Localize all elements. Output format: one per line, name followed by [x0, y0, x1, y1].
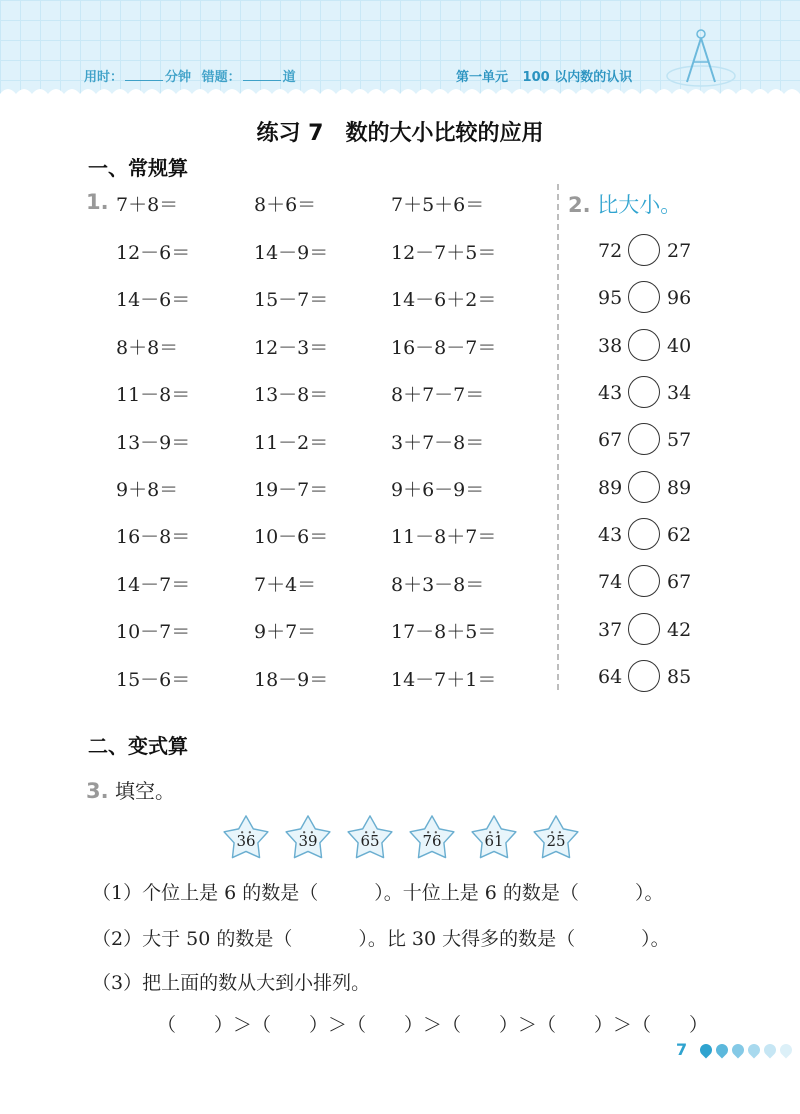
right-number: 57 [667, 429, 692, 451]
compare-circle[interactable] [628, 613, 660, 645]
count-label: 道 [282, 70, 296, 85]
equation-col1-3[interactable]: 14－6＝ [116, 289, 191, 311]
dashed-divider [557, 184, 559, 690]
time-error-fields [84, 66, 296, 85]
section-heading-routine: 一、常规算 [88, 156, 188, 180]
equation-col3-1[interactable]: 7＋5＋6＝ [391, 194, 485, 216]
compare-circle[interactable] [628, 329, 660, 361]
right-number: 85 [667, 666, 692, 688]
left-number: 72 [598, 240, 623, 262]
compare-circle[interactable] [628, 376, 660, 408]
page-title: 练习 7 数的大小比较的应用 [256, 121, 544, 146]
unit-heading [456, 66, 632, 85]
q3-num: 3. [86, 779, 109, 803]
q1-number [86, 190, 109, 214]
q3-line2-part-b: ）。比 30 大得多的数是（ [358, 928, 576, 950]
q3-line2-part-c: ）。 [641, 928, 670, 950]
q2-text: 比大小。 [597, 193, 682, 217]
equation-col1-4[interactable]: 8＋8＝ [116, 337, 179, 359]
compare-row [598, 469, 698, 509]
minute-label: 分钟 [165, 70, 192, 85]
order-blanks[interactable]: （ ）＞（ ）＞（ ）＞（ ）＞（ ）＞（ ） [157, 1014, 709, 1036]
equation-col1-5[interactable]: 11－8＝ [116, 384, 191, 406]
equation-col1-11[interactable]: 15－6＝ [116, 669, 191, 691]
compare-row [598, 658, 698, 698]
compare-circle[interactable] [628, 565, 660, 597]
time-blank[interactable] [125, 80, 163, 81]
equation-col3-2[interactable]: 12－7＋5＝ [391, 242, 497, 264]
star-number: 25 [546, 832, 566, 850]
star-number: 39 [298, 832, 318, 850]
compass-icon [665, 24, 737, 94]
compare-row [598, 327, 698, 367]
star-number: 61 [484, 832, 504, 850]
equation-col1-8[interactable]: 16－8＝ [116, 526, 191, 548]
equation-col3-7[interactable]: 9＋6－9＝ [391, 479, 485, 501]
equation-col2-9[interactable]: 7＋4＝ [254, 574, 317, 596]
star-number-row [220, 814, 580, 862]
q2-num: 2. [568, 193, 591, 217]
compare-row [598, 516, 698, 556]
equation-col1-6[interactable]: 13－9＝ [116, 432, 191, 454]
left-number: 67 [598, 429, 623, 451]
left-number: 38 [598, 335, 623, 357]
equation-col1-2[interactable]: 12－6＝ [116, 242, 191, 264]
q1-num: 1. [86, 190, 109, 214]
error-label: 错题： [201, 70, 241, 85]
right-number: 40 [667, 335, 692, 357]
equation-col2-2[interactable]: 14－9＝ [254, 242, 329, 264]
equation-col1-7[interactable]: 9＋8＝ [116, 479, 179, 501]
star-number: 36 [236, 832, 256, 850]
equation-col2-1[interactable]: 8＋6＝ [254, 194, 317, 216]
equation-col2-7[interactable]: 19－7＝ [254, 479, 329, 501]
compare-circle[interactable] [628, 423, 660, 455]
topic-label: 100 以内数的认识 [522, 70, 633, 85]
left-number: 64 [598, 666, 623, 688]
right-number: 34 [667, 382, 692, 404]
equation-col2-6[interactable]: 11－2＝ [254, 432, 329, 454]
right-number: 62 [667, 524, 692, 546]
drop-icon [698, 1042, 715, 1059]
equation-col1-10[interactable]: 10－7＝ [116, 621, 191, 643]
drop-icon [746, 1042, 763, 1059]
right-number: 96 [667, 287, 692, 309]
equation-col3-3[interactable]: 14－6＋2＝ [391, 289, 497, 311]
q3-line-2 [92, 924, 670, 951]
right-number: 89 [667, 477, 692, 499]
left-number: 37 [598, 619, 623, 641]
compare-circle[interactable] [628, 660, 660, 692]
q3-text: 填空。 [114, 779, 175, 803]
drop-icon [762, 1042, 779, 1059]
left-number: 89 [598, 477, 623, 499]
equation-col3-5[interactable]: 8＋7－7＝ [391, 384, 485, 406]
q3-line-3: （3）把上面的数从大到小排列。 [92, 972, 371, 994]
left-number: 95 [598, 287, 623, 309]
time-label: 用时： [84, 70, 124, 85]
star-badge [530, 814, 582, 862]
equation-col2-11[interactable]: 18－9＝ [254, 669, 329, 691]
q3-line-1 [92, 878, 663, 905]
compare-circle[interactable] [628, 518, 660, 550]
equation-col2-10[interactable]: 9＋7＝ [254, 621, 317, 643]
q3-heading [86, 775, 175, 804]
left-number: 74 [598, 571, 623, 593]
q2-heading [568, 189, 681, 219]
page-number: 7 [676, 1040, 688, 1059]
star-badge [282, 814, 334, 862]
compare-row [598, 279, 698, 319]
error-blank[interactable] [243, 80, 281, 81]
equation-col2-5[interactable]: 13－8＝ [254, 384, 329, 406]
compare-row [598, 421, 698, 461]
unit-label: 第一单元 [456, 70, 509, 85]
section-heading-variant: 二、变式算 [88, 734, 188, 758]
equation-col2-3[interactable]: 15－7＝ [254, 289, 329, 311]
star-number: 76 [422, 832, 442, 850]
q3-line1-part-a: （1）个位上是 6 的数是（ [92, 882, 319, 904]
compare-circle[interactable] [628, 471, 660, 503]
equation-col3-6[interactable]: 3＋7－8＝ [391, 432, 485, 454]
equation-col2-4[interactable]: 12－3＝ [254, 337, 329, 359]
q3-line1-part-c: ）。 [634, 882, 664, 904]
drop-icon [778, 1042, 795, 1059]
compare-circle[interactable] [628, 234, 660, 266]
compare-row [598, 232, 698, 272]
equation-col3-10[interactable]: 17－8＋5＝ [391, 621, 497, 643]
equation-col2-8[interactable]: 10－6＝ [254, 526, 329, 548]
equation-col3-8[interactable]: 11－8＋7＝ [391, 526, 497, 548]
compare-row [598, 611, 698, 651]
right-number: 42 [667, 619, 692, 641]
star-number: 65 [360, 832, 380, 850]
equation-col3-9[interactable]: 8＋3－8＝ [391, 574, 485, 596]
star-badge [406, 814, 458, 862]
star-badge [220, 814, 272, 862]
compare-row [598, 374, 698, 414]
right-number: 67 [667, 571, 692, 593]
star-badge [468, 814, 520, 862]
equation-col3-11[interactable]: 14－7＋1＝ [391, 669, 497, 691]
q3-line1-part-b: ）。十位上是 6 的数是（ [374, 882, 579, 904]
left-number: 43 [598, 524, 623, 546]
q3-line2-part-a: （2）大于 50 的数是（ [92, 928, 293, 950]
left-number: 43 [598, 382, 623, 404]
equation-col3-4[interactable]: 16－8－7＝ [391, 337, 497, 359]
drop-icon [730, 1042, 747, 1059]
right-number: 27 [667, 240, 692, 262]
equation-col1-9[interactable]: 14－7＝ [116, 574, 191, 596]
compare-row [598, 563, 698, 603]
compare-circle[interactable] [628, 281, 660, 313]
equation-col1-1[interactable]: 7＋8＝ [116, 194, 179, 216]
star-badge [344, 814, 396, 862]
drop-icon [714, 1042, 731, 1059]
